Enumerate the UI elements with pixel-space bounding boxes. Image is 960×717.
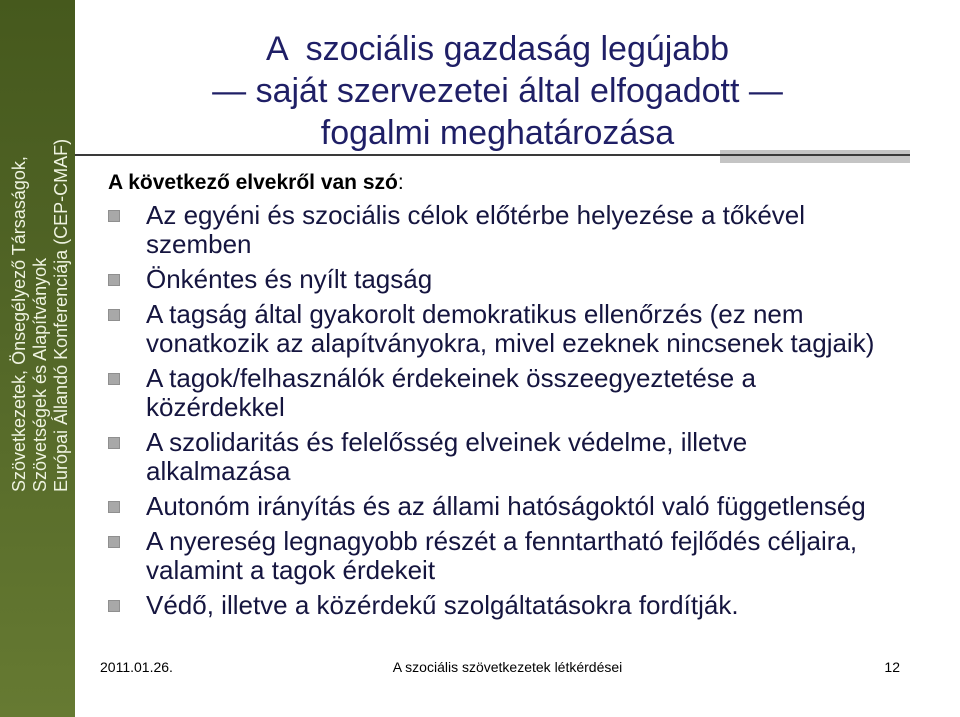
bullet-line: Önkéntes és nyílt tagság [146, 264, 433, 294]
bullet-line: valamint a tagok érdekeit [146, 555, 436, 585]
square-bullet-icon [108, 274, 120, 286]
bullet-line: Védő, illetve a közérdekű szolgáltatásokra fordítják. [146, 590, 739, 620]
square-bullet-icon [108, 437, 120, 449]
bullet-line: közérdekkel [146, 392, 285, 422]
title-underline-accent [720, 150, 910, 163]
page-number: 12 [884, 659, 900, 675]
list-item [108, 428, 908, 486]
title-underline [75, 154, 910, 156]
square-bullet-icon [108, 309, 120, 321]
square-bullet-icon [108, 501, 120, 513]
list-item [108, 591, 908, 620]
intro-heading-text: A következő elvekről van szó [108, 171, 398, 194]
bullet-line: A nyereség legnagyobb részét a fenntartható fejlődés céljaira, [146, 526, 858, 556]
square-bullet-icon [108, 600, 120, 612]
list-item [108, 300, 908, 358]
bullet-line: Autonóm irányítás és az állami hatóságoktól való függetlenség [146, 491, 866, 521]
intro-heading [108, 171, 404, 195]
sidebar-line: Szövetkezetek, Önsegélyező Társaságok, [9, 156, 29, 492]
bullet-line: szemben [146, 229, 252, 259]
sidebar-organization-name [9, 120, 72, 492]
title-line: fogalmi meghatározása [320, 114, 675, 152]
footer-date: 2011.01.26. [100, 659, 173, 675]
bullet-line: alkalmazása [146, 456, 291, 486]
bullet-line: Az egyéni és szociális célok előtérbe helyezése a tőkével [146, 200, 806, 230]
title-line: — saját szervezetei által elfogadott — [212, 72, 783, 110]
list-item [108, 527, 908, 585]
sidebar-line: Szövetségek és Alapítványok [30, 257, 50, 492]
sidebar-band [0, 0, 75, 717]
principles-list [108, 201, 908, 620]
square-bullet-icon [108, 210, 120, 222]
bullet-line: A tagság által gyakorolt demokratikus ellenőrzés (ez nem [146, 299, 804, 329]
sidebar-line: Európai Állandó Konferenciája (CEP-CMAF) [51, 138, 71, 492]
title-line: A szociális gazdaság legújabb [265, 30, 730, 68]
list-item [108, 364, 908, 422]
bullet-line: A tagok/felhasználók érdekeinek összeegyeztetése a [146, 363, 756, 393]
footer-presentation-title: A szociális szövetkezetek létkérdései [392, 659, 623, 675]
square-bullet-icon [108, 536, 120, 548]
intro-heading-colon: : [397, 171, 404, 194]
slide-title [75, 28, 920, 154]
list-item [108, 201, 908, 259]
bullet-line: vonatkozik az alapítványokra, mivel ezeknek nincsenek tagjaik) [146, 328, 875, 358]
square-bullet-icon [108, 373, 120, 385]
list-item [108, 265, 908, 294]
list-item [108, 492, 908, 521]
bullet-line: A szolidaritás és felelősség elveinek védelme, illetve [146, 427, 748, 457]
